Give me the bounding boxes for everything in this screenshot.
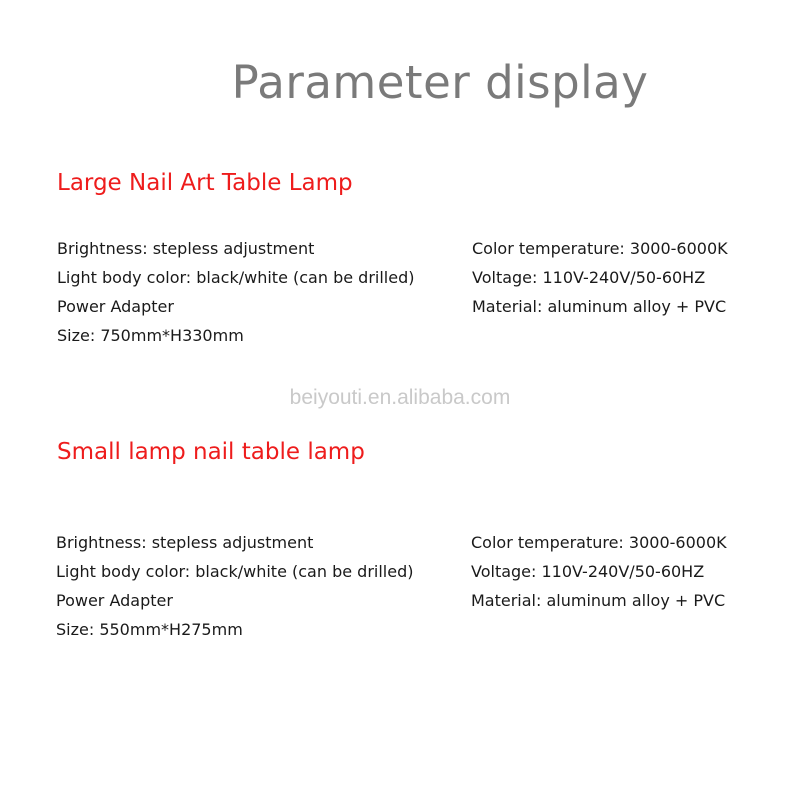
spec-size: Size: 750mm*H330mm	[57, 326, 244, 345]
spec-body-color: Light body color: black/white (can be drilled)	[57, 268, 415, 287]
specs-left-small-lamp	[56, 528, 413, 644]
spec-brightness: Brightness: stepless adjustment	[56, 533, 314, 552]
spec-brightness: Brightness: stepless adjustment	[57, 239, 315, 258]
spec-size: Size: 550mm*H275mm	[56, 620, 243, 639]
spec-power-adapter: Power Adapter	[57, 297, 174, 316]
watermark-text: beiyouti.en.alibaba.com	[289, 386, 511, 409]
section-heading-small-lamp: Small lamp nail table lamp	[57, 439, 365, 465]
specs-right-large-lamp	[472, 234, 728, 321]
spec-color-temperature: Color temperature: 3000-6000K	[471, 533, 727, 552]
specs-left-large-lamp	[57, 234, 414, 350]
page-title: Parameter display	[231, 56, 649, 109]
spec-voltage: Voltage: 110V-240V/50-60HZ	[471, 562, 705, 581]
spec-power-adapter: Power Adapter	[56, 591, 173, 610]
watermark	[0, 386, 800, 410]
spec-voltage: Voltage: 110V-240V/50-60HZ	[472, 268, 706, 287]
spec-material: Material: aluminum alloy + PVC	[471, 591, 726, 610]
spec-material: Material: aluminum alloy + PVC	[472, 297, 727, 316]
section-heading-large-lamp: Large Nail Art Table Lamp	[57, 170, 353, 196]
specs-right-small-lamp	[471, 528, 727, 615]
spec-color-temperature: Color temperature: 3000-6000K	[472, 239, 728, 258]
spec-body-color: Light body color: black/white (can be drilled)	[56, 562, 414, 581]
